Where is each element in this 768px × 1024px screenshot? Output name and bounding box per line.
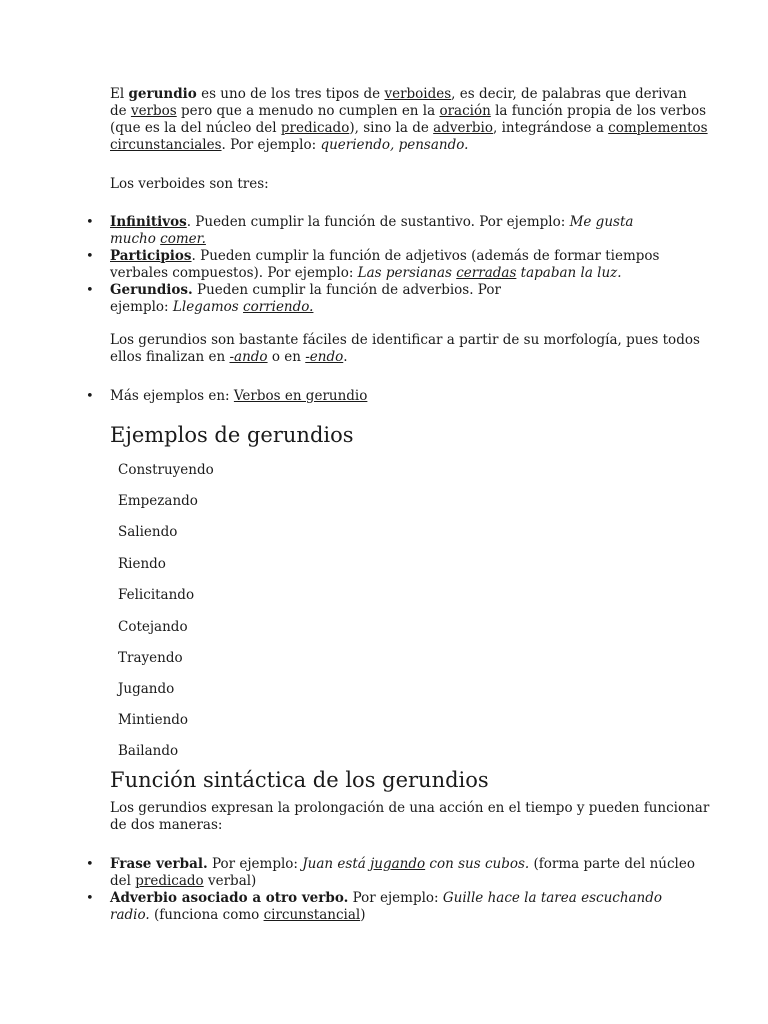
corriendo-link[interactable]: corriendo. xyxy=(243,299,314,315)
verbos-en-gerundio-link[interactable]: Verbos en gerundio xyxy=(233,388,368,404)
adverbio-label: Adverbio asociado a otro verbo. xyxy=(110,890,349,906)
oracion-link[interactable]: oración xyxy=(439,103,491,119)
intro-line-2 xyxy=(110,103,706,120)
text: verbal) xyxy=(203,873,257,889)
morphology-paragraph xyxy=(110,332,700,366)
bullet-line xyxy=(110,907,670,924)
example-item: Cotejando xyxy=(118,619,188,635)
text: ), sino la de xyxy=(349,120,434,136)
verbos-link[interactable]: verbos xyxy=(130,103,177,119)
text: , es decir, de palabras que derivan xyxy=(451,86,687,102)
intro-line-1 xyxy=(110,86,687,103)
frase-verbal-label: Frase verbal. xyxy=(110,856,208,872)
morph-line-2 xyxy=(110,349,670,366)
text: o en xyxy=(267,349,306,365)
verboides-intro: Los verboides son tres: xyxy=(110,176,269,192)
example-text: Juan está xyxy=(302,856,371,872)
bullet-line xyxy=(110,248,670,265)
text: . xyxy=(343,349,348,365)
bullet-icon: • xyxy=(86,891,94,906)
example-text: queriendo, pensando. xyxy=(320,137,469,153)
intro-line-3 xyxy=(110,120,708,137)
complementos-link[interactable]: complementos xyxy=(608,120,708,136)
text: es uno de los tres tipos de xyxy=(196,86,385,102)
example-item: Jugando xyxy=(118,681,175,697)
predicado-link[interactable]: predicado xyxy=(280,120,350,136)
intro-paragraph xyxy=(110,86,708,154)
bullet-icon: • xyxy=(86,215,94,230)
endo-link[interactable]: -endo xyxy=(305,349,344,365)
text: del xyxy=(110,873,136,889)
text: El xyxy=(110,86,129,102)
more-examples xyxy=(110,388,670,405)
example-text: Las persianas xyxy=(357,265,457,281)
bullet-icon: • xyxy=(86,857,94,872)
morph-line-1: Los gerundios son bastante fáciles de identificar a partir de su morfología, pues todos xyxy=(110,332,700,348)
syntax-line-1: Los gerundios expresan la prolongación de una acción en el tiempo y pueden funcionar xyxy=(110,800,710,816)
text: Más ejemplos en: xyxy=(110,388,234,404)
text: la función propia de los verbos xyxy=(490,103,706,119)
example-text: Me gusta xyxy=(569,214,634,230)
text: de xyxy=(110,103,131,119)
jugando-link[interactable]: jugando xyxy=(370,856,426,872)
examples-heading: Ejemplos de gerundios xyxy=(110,423,354,447)
example-item: Felicitando xyxy=(118,587,195,603)
example-item: Construyendo xyxy=(118,462,214,478)
bullet-line xyxy=(110,873,670,890)
predicado-link[interactable]: predicado xyxy=(135,873,204,889)
text: ellos finalizan en xyxy=(110,349,230,365)
circunstanciales-link[interactable]: circunstanciales xyxy=(110,137,222,153)
example-item: Saliendo xyxy=(118,524,178,540)
example-text: con sus cubos. xyxy=(425,856,530,872)
participios-link[interactable]: Participios xyxy=(110,248,192,264)
text: pero que a menudo no cumplen en la xyxy=(176,103,440,119)
example-item: Bailando xyxy=(118,743,179,759)
example-item: Trayendo xyxy=(118,650,183,666)
text: (funciona como xyxy=(149,907,264,923)
bullet-line xyxy=(110,282,670,299)
text: Por ejemplo: xyxy=(207,856,303,872)
circunstancial-link[interactable]: circunstancial xyxy=(263,907,361,923)
bullet-line xyxy=(110,265,670,282)
bullet-adverbio xyxy=(110,890,670,924)
example-text: Guille hace la tarea escuchando xyxy=(442,890,663,906)
bullet-line xyxy=(110,299,670,316)
example-text: radio. xyxy=(110,907,150,923)
bullet-icon: • xyxy=(86,389,94,404)
text: . Pueden cumplir la función de adjetivos (además de formar tiempos xyxy=(191,248,660,264)
text: , integrándose a xyxy=(493,120,609,136)
example-item: Mintiendo xyxy=(118,712,189,728)
comer-link[interactable]: comer. xyxy=(160,231,206,247)
syntax-line-2: de dos maneras: xyxy=(110,817,223,833)
text: . Pueden cumplir la función de sustantivo. Por ejemplo: xyxy=(186,214,570,230)
text: Pueden cumplir la función de adverbios. Por xyxy=(192,282,501,298)
example-text: tapaban la luz. xyxy=(516,265,622,281)
bullet-frase-verbal xyxy=(110,856,695,890)
intro-line-4 xyxy=(110,137,670,154)
text: (forma parte del núcleo xyxy=(529,856,695,872)
bullet-line xyxy=(110,231,670,248)
bullet-icon: • xyxy=(86,249,94,264)
bullet-infinitivos xyxy=(110,214,670,248)
text: ) xyxy=(360,907,366,923)
bullet-line xyxy=(110,856,695,873)
text: verbales compuestos). Por ejemplo: xyxy=(110,265,358,281)
example-text: Llegamos xyxy=(172,299,244,315)
text: . Por ejemplo: xyxy=(221,137,321,153)
gerundios-label: Gerundios. xyxy=(110,282,193,298)
bullet-line xyxy=(110,214,670,231)
verboides-link[interactable]: verboides xyxy=(384,86,452,102)
gerundio-term: gerundio xyxy=(128,86,197,102)
infinitivos-link[interactable]: Infinitivos xyxy=(110,214,187,230)
adverbio-link[interactable]: adverbio xyxy=(433,120,493,136)
bullet-gerundios xyxy=(110,282,670,316)
syntax-heading: Función sintáctica de los gerundios xyxy=(110,768,489,792)
example-item: Empezando xyxy=(118,493,198,509)
text: (que es la del núcleo del xyxy=(110,120,281,136)
ando-link[interactable]: -ando xyxy=(229,349,268,365)
bullet-participios xyxy=(110,248,670,282)
text: ejemplo: xyxy=(110,299,173,315)
text: Por ejemplo: xyxy=(348,890,443,906)
syntax-paragraph xyxy=(110,800,710,834)
example-item: Riendo xyxy=(118,556,166,572)
example-text: mucho xyxy=(110,231,161,247)
cerradas-link[interactable]: cerradas xyxy=(456,265,517,281)
bullet-line xyxy=(110,890,670,907)
bullet-icon: • xyxy=(86,283,94,298)
